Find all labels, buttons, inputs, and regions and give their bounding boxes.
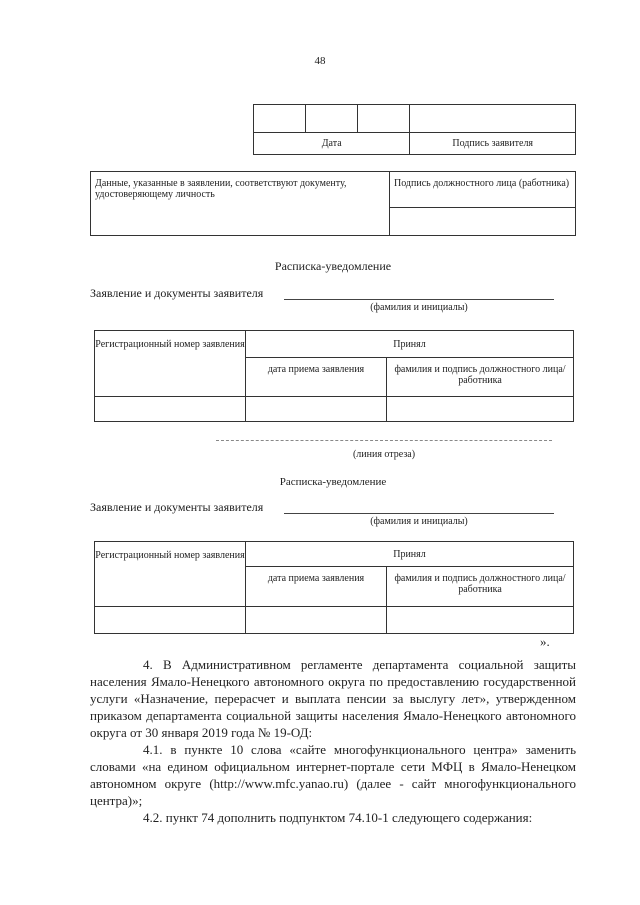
official-name-header-2: фамилия и подпись должностного лица/работника	[387, 567, 574, 607]
date-label: Дата	[254, 133, 410, 155]
reg-number-cell-1	[95, 397, 246, 422]
signature-table	[253, 104, 576, 155]
accepted-header-1: Принял	[246, 331, 574, 358]
receipt-table-1	[94, 330, 574, 422]
official-name-cell-1	[387, 397, 574, 422]
applicant-name-line-1	[284, 299, 554, 300]
name-hint-2: (фамилия и инициалы)	[370, 516, 468, 527]
reg-number-cell-2	[95, 607, 246, 634]
receipt-title-1: Расписка-уведомление	[274, 259, 392, 273]
accept-date-cell-2	[246, 607, 387, 634]
cut-line-label: (линия отреза)	[352, 449, 416, 460]
verification-table	[90, 171, 576, 236]
amendment-text	[90, 656, 576, 826]
paragraph-4-1: 4.1. в пункте 10 слова «сайте многофункционального центра» заменить словами «на едином официальном интернет-портале сети МФЦ в Ямало-Ненецком автономном округе (http://www.mfc.yanao.ru) (далее - сайт многофункционального центра)»;	[90, 742, 576, 808]
official-name-cell-2	[387, 607, 574, 634]
signature-cell	[410, 105, 576, 133]
signature-label: Подпись заявителя	[410, 133, 576, 155]
date-cell-2	[306, 105, 358, 133]
accept-date-cell-1	[246, 397, 387, 422]
paragraph-4: 4. В Административном регламенте департамента социальной защиты населения Ямало-Ненецкого автономного округа по предоставлению государственной услуги «Назначение, перерасчет и выплата пенсии за выслугу лет», утвержденном приказом департамента социальной защиты населения Ямало-Ненецкого автономного округа от 30 января 2019 года № 19-ОД:	[90, 657, 576, 740]
date-cell-1	[254, 105, 306, 133]
accept-date-header-2: дата приема заявления	[246, 567, 387, 607]
reg-number-header-1: Регистрационный номер заявления	[95, 331, 246, 397]
accepted-header-2: Принял	[246, 542, 574, 567]
name-hint-1: (фамилия и инициалы)	[370, 302, 468, 313]
data-matches-text: Данные, указанные в заявлении, соответствуют документу, удостоверяющему личность	[91, 172, 390, 236]
official-signature-label: Подпись должностного лица (работника)	[390, 172, 576, 208]
applicant-label-1: Заявление и документы заявителя	[90, 286, 264, 300]
paragraph-4-2: 4.2. пункт 74 дополнить подпунктом 74.10-1 следующего содержания:	[143, 810, 533, 825]
closing-quote: ».	[540, 634, 550, 649]
official-name-header-1: фамилия и подпись должностного лица/работника	[387, 358, 574, 397]
applicant-label-2: Заявление и документы заявителя	[90, 500, 264, 514]
date-cell-3	[358, 105, 410, 133]
official-signature-cell	[390, 208, 576, 236]
page-number: 48	[314, 55, 326, 67]
receipt-title-2: Расписка-уведомление	[279, 476, 387, 488]
reg-number-header-2: Регистрационный номер заявления	[95, 542, 246, 607]
applicant-name-line-2	[284, 513, 554, 514]
cut-line	[216, 440, 552, 441]
accept-date-header-1: дата приема заявления	[246, 358, 387, 397]
receipt-table-2	[94, 541, 574, 634]
